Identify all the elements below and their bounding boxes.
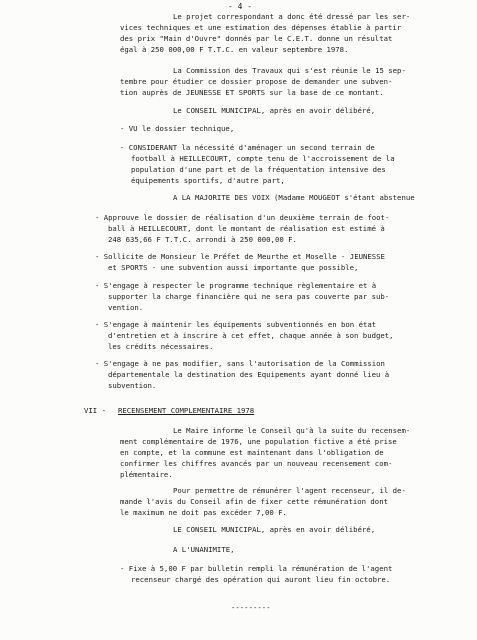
end-separator: --------- — [231, 603, 271, 612]
decision-item: subvention. — [108, 381, 157, 390]
intro-line: des prix "Main d'Ouvre" donnés par le C.E.T. donne un résultat — [120, 34, 393, 43]
decision-item: les crédits nécessaires. — [108, 342, 214, 351]
intro-line: Le projet correspondant a donc été dressé par les ser- — [173, 12, 411, 21]
unanimity-vote: A L'UNANIMITE, — [173, 545, 235, 554]
census-paragraph-line: plémentaire. — [120, 470, 173, 479]
census-decision-line: - Fixe à 5,00 F par bulletin rempli la rémunération de l'agent — [120, 564, 393, 573]
commission-line: tembre pour étudier ce dossier propose de demander une subven- — [120, 77, 393, 86]
decision-item: - S'engage à respecter le programme technique règlementaire et à — [95, 281, 377, 290]
decision-item: - S'engage à ne pas modifier, sans l'autorisation de la Commission — [95, 359, 385, 368]
page-number: - 4 - — [228, 2, 253, 11]
intro-line: vices techniques et une estimation des dépenses établie à partir — [120, 23, 402, 32]
decision-item: ball à HEILLECOURT, dont le montant de réalisation est estimé à — [108, 224, 385, 233]
decision-item: d'entretien et à inscrire à cet effet, chaque année à son budget, — [108, 331, 394, 340]
council-deliberation: Le CONSEIL MUNICIPAL, après en avoir délibéré, — [173, 106, 376, 115]
section-numeral: VII - — [84, 406, 106, 415]
census-paragraph-line: confirmer les chiffres avancés par un nouveau recensement com- — [120, 459, 393, 468]
section-title: RECENSEMENT COMPLEMENTAIRE 1978 — [118, 406, 255, 415]
commission-line: La Commission des Travaux qui s'est réunie le 15 sep- — [173, 66, 406, 75]
decision-item: - Sollicite de Monsieur le Préfet de Meurthe et Moselle - JEUNESSE — [95, 252, 385, 261]
census-paragraph-line: ment complémentaire de 1976, une population fictive a été prise — [120, 437, 397, 446]
commission-line: tion auprès de JEUNESSE ET SPORTS sur la base de ce montant. — [120, 88, 384, 97]
consideration-item: - CONSIDERANT la nécessité d'aménager un second terrain de — [120, 143, 375, 152]
census-paragraph-line: Le Maire informe le Conseil qu'à la suite du recensem- — [173, 426, 411, 435]
decision-item: et SPORTS - une subvention aussi importante que possible, — [108, 263, 359, 272]
remuneration-paragraph-line: mande l'avis du Conseil afin de fixer cette rémunération dont — [120, 497, 388, 506]
decision-item: vention. — [108, 303, 144, 312]
remuneration-paragraph-line: Pour permettre de rémunérer l'agent recenseur, il de- — [173, 486, 406, 495]
consideration-item: population d'une part et de la fréquentation intensive des — [131, 165, 386, 174]
decision-item: 248 635,66 F T.T.C. arrondi à 250 000,00 F. — [108, 235, 297, 244]
census-paragraph-line: en compte, et la commune est maintenant dans l'obligation de — [120, 448, 384, 457]
remuneration-paragraph-line: le maximum ne doit pas excéder 7,00 F. — [120, 508, 287, 517]
vote-majority: A LA MAJORITE DES VOIX (Madame MOUGEOT s'étant abstenue — [173, 193, 415, 202]
consideration-item: - VU le dossier technique, — [120, 124, 235, 133]
decision-item: - S'engage à maintenir les équipements subventionnés en bon état — [95, 320, 377, 329]
decision-item: supporter la charge financière qui ne sera pas couverte par sub- — [108, 292, 390, 301]
intro-line: égal à 250 000,00 F T.T.C. en valeur septembre 1978. — [120, 45, 349, 54]
census-decision-line: recenseur chargé des opération qui auront lieu fin octobre. — [131, 575, 391, 584]
consideration-item: football à HEILLECOURT, compte tenu de l'accroissement de la — [131, 154, 395, 163]
council-deliberation: LE CONSEIL MUNICIPAL, après en avoir délibéré, — [173, 525, 376, 534]
consideration-item: équipements sportifs, d'autre part, — [131, 176, 285, 185]
decision-item: départementale la destination des Equipements ayant donné lieu à — [108, 370, 390, 379]
decision-item: - Approuve le dossier de réalisation d'un deuxième terrain de foot- — [95, 213, 390, 222]
